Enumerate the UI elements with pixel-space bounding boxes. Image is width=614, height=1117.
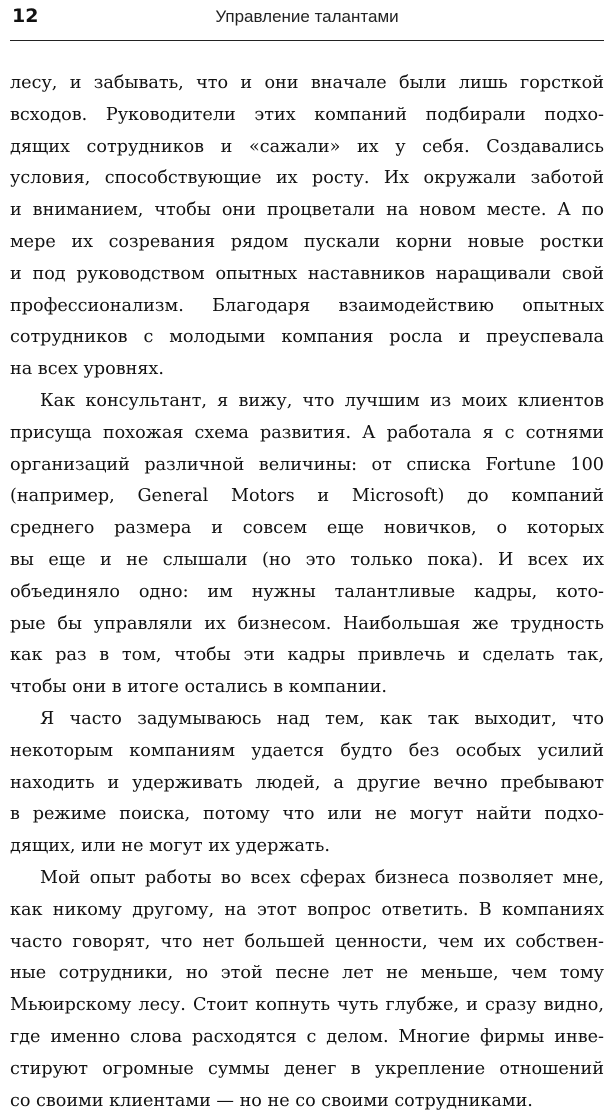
- body-text: [10, 68, 604, 1117]
- text-line: как никому другому, на этот вопрос ответить. В компаниях: [10, 895, 604, 927]
- header-divider: [10, 40, 604, 41]
- paragraph: [10, 863, 604, 1117]
- text-line: объединяло одно: им нужны талантливые кадры, кото-: [10, 577, 604, 609]
- running-title: Управление талантами: [10, 7, 604, 27]
- text-line: вы еще и не слышали (но это только пока). И всех их: [10, 545, 604, 577]
- text-line: со своими клиентами — но не со своими сотрудниками.: [10, 1086, 604, 1117]
- text-line: Как консультант, я вижу, что лучшим из моих клиентов: [10, 386, 604, 418]
- text-line: как раз в том, чтобы эти кадры привлечь и сделать так,: [10, 640, 604, 672]
- text-line: лесу, и забывать, что и они вначале были лишь горсткой: [10, 68, 604, 100]
- text-line: где именно слова расходятся с делом. Многие фирмы инве-: [10, 1022, 604, 1054]
- paragraph: [10, 386, 604, 704]
- text-line: некоторым компаниям удается будто без особых усилий: [10, 736, 604, 768]
- text-line: и вниманием, чтобы они процветали на новом месте. А по: [10, 195, 604, 227]
- text-line: мере их созревания рядом пускали корни новые ростки: [10, 227, 604, 259]
- text-line: и под руководством опытных наставников наращивали свой: [10, 259, 604, 291]
- text-line: на всех уровнях.: [10, 354, 604, 386]
- text-line: (например, General Motors и Microsoft) до компаний: [10, 481, 604, 513]
- page-header: [10, 0, 604, 40]
- text-line: Я часто задумываюсь над тем, как так выходит, что: [10, 704, 604, 736]
- text-line: Мьюирскому лесу. Стоит копнуть чуть глубже, и сразу видно,: [10, 990, 604, 1022]
- text-line: стируют огромные суммы денег в укрепление отношений: [10, 1054, 604, 1086]
- text-line: ные сотрудники, но этой песне лет не меньше, чем тому: [10, 958, 604, 990]
- text-line: организаций различной величины: от списка Fortune 100: [10, 450, 604, 482]
- text-line: чтобы они в итоге остались в компании.: [10, 672, 604, 704]
- page-number: 12: [12, 5, 38, 27]
- text-line: находить и удерживать людей, а другие вечно пребывают: [10, 768, 604, 800]
- text-line: всходов. Руководители этих компаний подбирали подхо-: [10, 100, 604, 132]
- text-line: Мой опыт работы во всех сферах бизнеса позволяет мне,: [10, 863, 604, 895]
- text-line: рые бы управляли их бизнесом. Наибольшая же трудность: [10, 609, 604, 641]
- text-line: среднего размера и совсем еще новичков, о которых: [10, 513, 604, 545]
- text-line: сотрудников с молодыми компания росла и преуспевала: [10, 322, 604, 354]
- text-line: дящих, или не могут их удержать.: [10, 831, 604, 863]
- paragraph: [10, 704, 604, 863]
- text-line: в режиме поиска, потому что или не могут найти подхо-: [10, 799, 604, 831]
- text-line: профессионализм. Благодаря взаимодействию опытных: [10, 291, 604, 323]
- text-line: условия, способствующие их росту. Их окружали заботой: [10, 163, 604, 195]
- text-line: часто говорят, что нет большей ценности, чем их собствен-: [10, 927, 604, 959]
- text-line: дящих сотрудников и «сажали» их у себя. Создавались: [10, 132, 604, 164]
- text-line: присуща похожая схема развития. А работала я с сотнями: [10, 418, 604, 450]
- paragraph: [10, 68, 604, 386]
